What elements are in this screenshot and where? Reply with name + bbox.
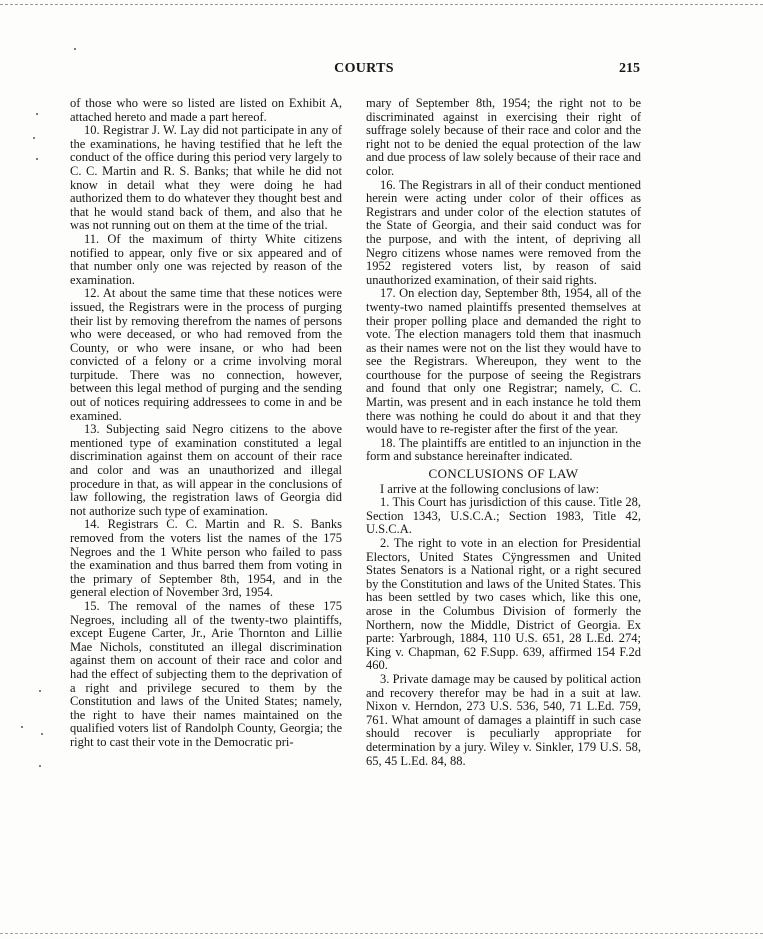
- left-text-column: [70, 97, 342, 750]
- paragraph: 3. Private damage may be caused by political action and recovery therefor may be had in a suit at law. Nixon v. Herndon, 273 U.S. 536, 540, 71 L.Ed. 759, 761. What amount of damages a plaintiff in such case should recover is peculiarly appropriate for determination by a jury. Wiley v. Sinkler, 179 U.S. 58, 65, 45 L.Ed. 84, 88.: [366, 671, 641, 768]
- section-heading: CONCLUSIONS OF LAW: [428, 466, 579, 482]
- bottom-edge-line: [0, 933, 763, 934]
- paragraph: 13. Subjecting said Negro citizens to the above mentioned type of examination constituted a legal discrimination against them on account of their race and color and was an unauthorized and illegal procedure in that, as will appear in the conclusions of law following, the registration laws of Georgia did not authorize such type of examination.: [70, 422, 342, 518]
- right-text-column: [366, 97, 641, 768]
- paragraph: 17. On election day, September 8th, 1954, all of the twenty-two named plaintiffs presented themselves at their proper polling place and demanded the right to vote. The election managers told them that inasmuch as their names were not on the list they would have to see the Registrars. Whereupon, they went to the courthouse for the purpose of seeing the Registrars and found that only one Registrar; namely, C. C. Martin, was present and in each instance he told them there was nothing he could do about it and that they would have to re-register after the first of the year.: [366, 286, 641, 437]
- paragraph: 11. Of the maximum of thirty White citizens notified to appear, only five or six appeared and of that number only one was rejected by reason of the examination.: [70, 231, 342, 287]
- paragraph: 12. At about the same time that these notices were issued, the Registrars were in the process of purging their list by removing therefrom the names of persons who were deceased, or who had removed from the County, or who were insane, or who had been convicted of a felony or a crime involving moral turpitude. There was no connection, however, between this legal method of purging and the sending out of notices requiring addressees to come in and be examined.: [70, 286, 342, 423]
- paragraph: 18. The plaintiffs are entitled to an injunction in the form and substance hereinafter indicated.: [366, 435, 641, 464]
- paragraph: 1. This Court has jurisdiction of this cause. Title 28, Section 1343, U.S.C.A.; Section 1983, Title 42, U.S.C.A.: [366, 495, 641, 537]
- page-number: 215: [619, 61, 640, 76]
- paragraph: 15. The removal of the names of these 175 Negroes, including all of the twenty-two plaintiffs, except Eugene Carter, Jr., Arie Thornton and Lillie Mae Nichols, constituted an illegal discrimination against them on account of their race and color and had the effect of subjecting them to the deprivation of a right and privilege secured to them by the Constitution and laws of the United States; namely, the right to have their names maintained on the qualified voters list of Randolph County, Georgia; the right to cast their vote in the Democratic pri-: [70, 598, 342, 749]
- paragraph: 16. The Registrars in all of their conduct mentioned herein were acting under color of their offices as Registrars and under color of the election statutes of the State of Georgia, and their said conduct was for the purpose, and with the intent, of depriving all Negro citizens whose names were removed from the 1952 registered voters list, by reason of said unauthorized examination, of their said rights.: [366, 177, 641, 287]
- paragraph: mary of September 8th, 1954; the right not to be discriminated against in exercising their right of suffrage solely because of their race and color and the right not to be denied the equal protection of the law and due process of law solely because of their race and color.: [366, 96, 641, 178]
- paragraph: 10. Registrar J. W. Lay did not participate in any of the examinations, he having testified that he left the conduct of the office during this period very largely to C. C. Martin and R. S. Banks; that while he did not know in detail what they were doing he had authorized them to do whatever they thought best and that he would stand back of them, and also that he was not running out on them at the time of the trial.: [70, 123, 342, 233]
- top-edge-line: [0, 4, 763, 5]
- paragraph: 2. The right to vote in an election for Presidential Electors, United States Cÿngressmen and United States Senators is a National right, or a right secured by the Constitution and laws of the United States. This has been settled by two cases which, like this one, arose in the Columbus Division of formerly the Northern, now the Middle, District of Georgia. Ex parte: Yarbrough, 1884, 110 U.S. 651, 28 L.Ed. 274; King v. Chapman, 62 F.Supp. 639, affirmed 154 F.2d 460.: [366, 536, 641, 673]
- paragraph: of those who were so listed are listed on Exhibit A, attached hereto and made a part hereof.: [70, 96, 342, 124]
- paragraph: I arrive at the following conclusions of law:: [380, 481, 600, 496]
- running-header-title: COURTS: [334, 61, 394, 76]
- paragraph: 14. Registrars C. C. Martin and R. S. Banks removed from the voters list the names of the 175 Negroes and the 1 White person who failed to pass the examination and thus barred them from voting in the primary of September 8th, 1954, and in the general election of November 3rd, 1954.: [70, 517, 342, 600]
